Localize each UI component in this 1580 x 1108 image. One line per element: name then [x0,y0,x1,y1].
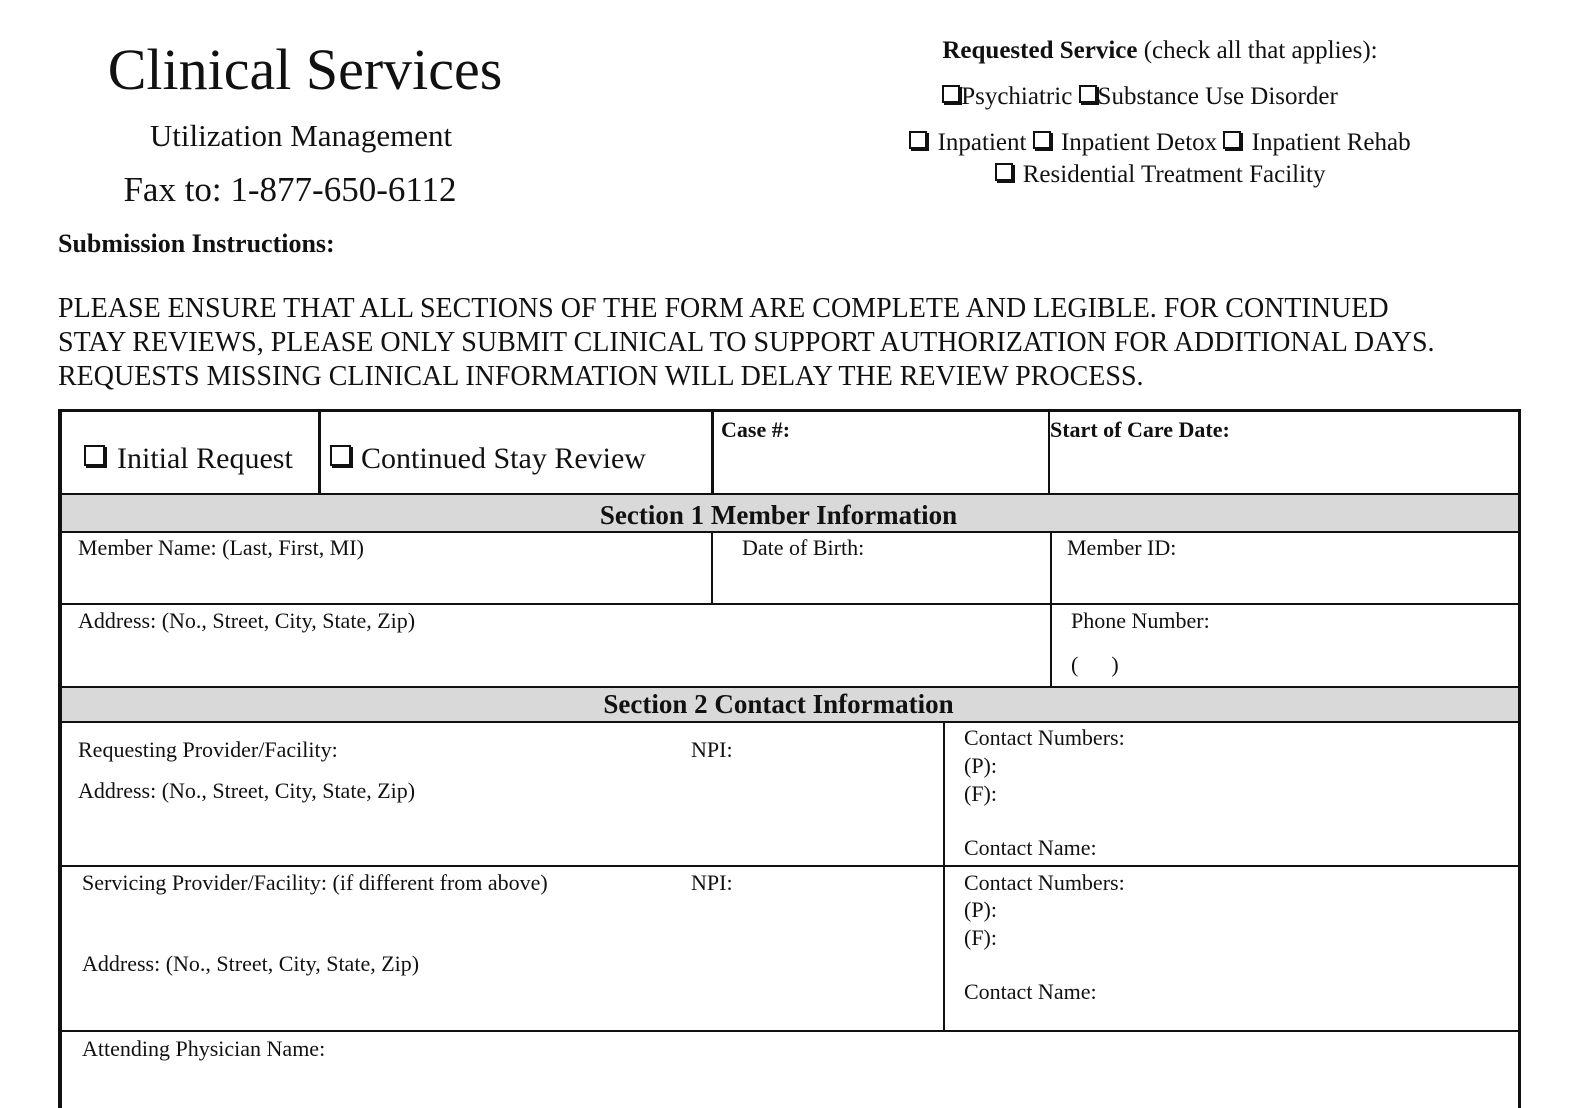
contact-numbers-label: Contact Numbers: [964,725,1125,750]
checkbox-icon[interactable] [995,163,1013,181]
section-2-title: Section 2 Contact Information [603,689,954,719]
requested-service-row-2 [800,128,1520,158]
phone-label: Phone Number: [1071,608,1210,633]
divider [711,409,714,494]
divider [58,531,1521,533]
divider [58,493,1521,495]
requesting-provider-label: Requesting Provider/Facility: [78,737,338,762]
initial-request-label: Initial Request [117,442,293,475]
option-inpatient-rehab: Inpatient Rehab [1251,129,1411,156]
form-title: Clinical Services [107,37,503,102]
requested-service-row-1 [800,82,1520,112]
submission-instructions-text [58,292,1538,394]
member-address-label: Address: (No., Street, City, State, Zip) [78,608,416,633]
divider [58,865,1521,867]
divider [711,531,713,604]
phone-area-code: ( ) [1071,652,1119,677]
npi-label: NPI: [691,737,733,762]
form-subtitle: Utilization Management [149,118,453,153]
option-substance-use: Substance Use Disorder [1097,83,1338,110]
member-name-label: Member Name: (Last, First, MI) [78,535,364,560]
fax-f-label: (F): [964,781,997,806]
option-residential: Residential Treatment Facility [1022,161,1326,188]
requested-service-hint: (check all that applies): [1143,37,1378,64]
divider [1050,531,1052,687]
start-of-care-label: Start of Care Date: [1050,417,1230,442]
checkbox-icon[interactable] [942,85,960,103]
table-border-top [58,409,1521,412]
phone-p-label: (P): [964,753,997,778]
member-id-label: Member ID: [1067,535,1177,560]
servicing-address-label: Address: (No., Street, City, State, Zip) [82,951,420,976]
servicing-provider-label: Servicing Provider/Facility: (if different from above) [82,870,548,895]
contact-numbers-label: Contact Numbers: [964,870,1125,895]
table-border-right [1518,409,1521,1108]
phone-p-label: (P): [964,897,997,922]
checkbox-icon[interactable] [909,131,927,149]
section-1-title: Section 1 Member Information [599,500,958,530]
checkbox-icon[interactable] [1223,131,1241,149]
requested-service-row-3 [800,160,1520,190]
instruction-line: REQUESTS MISSING CLINICAL INFORMATION WILL DELAY THE REVIEW PROCESS. [58,361,1144,392]
dob-label: Date of Birth: [742,535,865,560]
divider [58,1030,1521,1032]
instruction-line: PLEASE ENSURE THAT ALL SECTIONS OF THE FORM ARE COMPLETE AND LEGIBLE. FOR CONTINUED [58,293,1389,324]
fax-f-label: (F): [964,925,997,950]
initial-request-option[interactable] [84,441,293,477]
option-psychiatric: Psychiatric [961,83,1073,110]
option-inpatient-detox: Inpatient Detox [1060,129,1218,156]
attending-physician-label: Attending Physician Name: [82,1036,326,1061]
instruction-line: STAY REVIEWS, PLEASE ONLY SUBMIT CLINICAL TO SUPPORT AUTHORIZATION FOR ADDITIONAL DAYS. [58,327,1435,358]
option-inpatient: Inpatient [937,129,1027,156]
divider [58,721,1521,723]
contact-name-label: Contact Name: [964,835,1097,860]
requesting-address-label: Address: (No., Street, City, State, Zip) [78,778,416,803]
checkbox-icon[interactable] [1079,85,1097,103]
case-number-label: Case #: [721,417,791,442]
requested-service-label: Requested Service [942,37,1138,64]
checkbox-icon[interactable] [1033,131,1051,149]
contact-name-label: Contact Name: [964,979,1097,1004]
continued-stay-label: Continued Stay Review [361,442,646,475]
checkbox-icon[interactable] [84,445,105,466]
divider [943,721,945,1031]
requested-service-heading [800,36,1520,66]
continued-stay-option[interactable] [330,441,646,477]
divider [318,409,321,494]
divider [58,603,1521,605]
checkbox-icon[interactable] [330,445,351,466]
fax-number: Fax to: 1-877-650-6112 [123,170,457,209]
submission-instructions-heading: Submission Instructions: [58,229,335,258]
npi-label: NPI: [691,870,733,895]
